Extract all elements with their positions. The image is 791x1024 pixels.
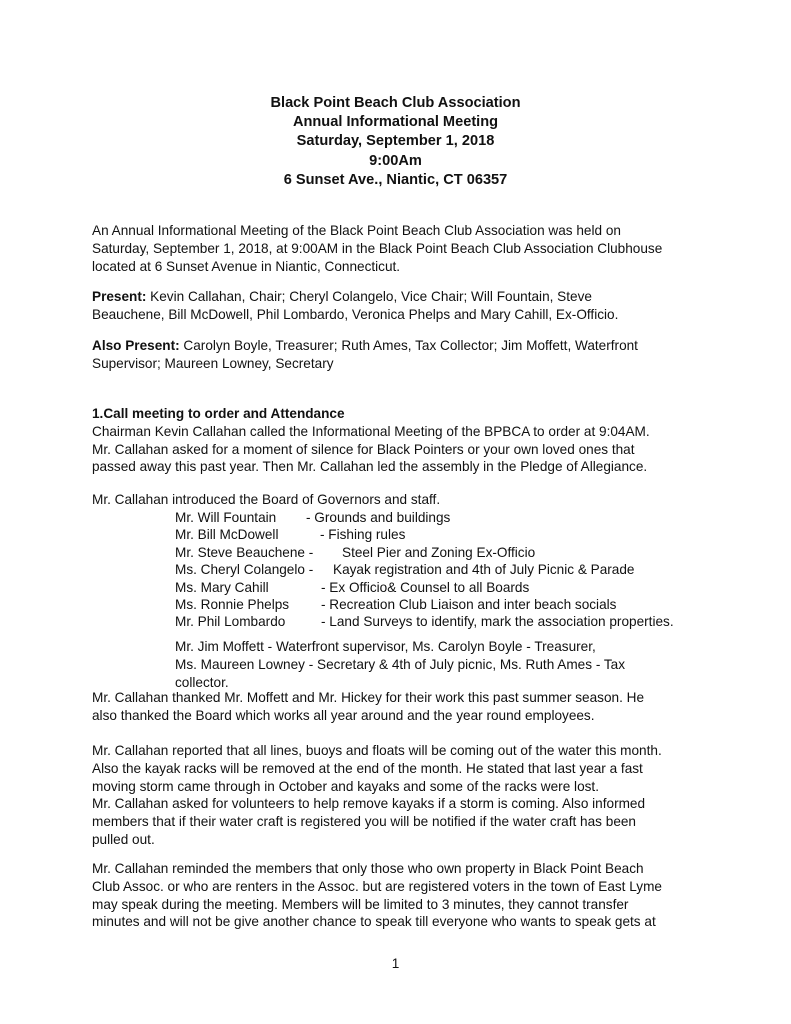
- page-number: 1: [391, 956, 400, 971]
- board-member-name: Mr. Steve Beauchene -: [175, 544, 314, 560]
- board-member-role: - Fishing rules: [320, 527, 406, 543]
- board-member: [175, 544, 735, 561]
- section-line: Mr. Callahan asked for a moment of silence for Black Pointers or your own loved ones that: [92, 441, 635, 457]
- board-member-role: - Grounds and buildings: [306, 510, 451, 525]
- report-line: Mr. Callahan reported that all lines, buoys and floats will be coming out of the water this month.: [92, 743, 662, 758]
- intro-line: Saturday, September 1, 2018, at 9:00AM in the Black Point Beach Club Association Clubhouse: [92, 240, 663, 256]
- report-line: pulled out.: [92, 831, 155, 847]
- board-member-name: Ms. Cheryl Colangelo -: [175, 562, 314, 578]
- document-header: [0, 94, 791, 190]
- also-present-text: Carolyn Boyle, Treasurer; Ruth Ames, Tax Collector; Jim Moffett, Waterfront: [179, 338, 638, 353]
- board-member: [175, 613, 735, 630]
- reminder-line: Mr. Callahan reminded the members that only those who own property in Black Point Beach: [92, 861, 644, 876]
- present-label: Present:: [92, 289, 147, 304]
- staff-line: Mr. Jim Moffett - Waterfront supervisor, Ms. Carolyn Boyle - Treasurer,: [175, 639, 596, 654]
- board-member-name: Ms. Mary Cahill: [175, 579, 269, 595]
- also-present-label: Also Present:: [92, 338, 180, 353]
- board-intro: [92, 491, 712, 509]
- board-member-name: Mr. Phil Lombardo: [175, 614, 286, 630]
- board-member: [175, 596, 735, 613]
- board-member-role: Kayak registration and 4th of July Picnic & Parade: [333, 562, 635, 578]
- intro-paragraph: [92, 222, 712, 275]
- board-member: [175, 526, 735, 543]
- staff-line: collector.: [175, 674, 229, 690]
- report-paragraph: [92, 742, 712, 849]
- board-member-name: Mr. Bill McDowell: [175, 527, 279, 543]
- board-member: [175, 579, 735, 596]
- board-member-role: - Land Surveys to identify, mark the association properties.: [321, 614, 674, 630]
- section-1: [92, 405, 712, 476]
- header-org-name: Black Point Beach Club Association: [270, 95, 521, 111]
- also-present-text: Supervisor; Maureen Lowney, Secretary: [92, 355, 334, 371]
- header-meeting-type: Annual Informational Meeting: [292, 114, 499, 131]
- board-member: [175, 509, 735, 526]
- present-text: Kevin Callahan, Chair; Cheryl Colangelo, Vice Chair; Will Fountain, Steve: [146, 289, 592, 304]
- thanks-line: also thanked the Board which works all year around and the year round employees.: [92, 707, 595, 723]
- reminder-line: may speak during the meeting. Members will be limited to 3 minutes, they cannot transfer: [92, 896, 629, 912]
- section-line: passed away this past year. Then Mr. Callahan led the assembly in the Pledge of Allegiance.: [92, 459, 648, 475]
- header-address: 6 Sunset Ave., Niantic, CT 06357: [283, 171, 508, 188]
- header-date: Saturday, September 1, 2018: [296, 133, 495, 150]
- board-member: [175, 561, 735, 578]
- board-member-role: - Recreation Club Liaison and inter beach socials: [321, 596, 617, 612]
- staff-line: Ms. Maureen Lowney - Secretary & 4th of July picnic, Ms. Ruth Ames - Tax: [175, 656, 626, 672]
- present-paragraph: [92, 288, 712, 324]
- reminder-line: Club Assoc. or who are renters in the Assoc. but are registered voters in the town of East Lyme: [92, 878, 662, 894]
- reminder-paragraph: [92, 860, 712, 931]
- report-line: members that if their water craft is registered you will be notified if the water craft has been: [92, 814, 636, 830]
- also-present-paragraph: [92, 337, 712, 373]
- header-time: 9:00Am: [369, 152, 422, 169]
- board-member-name: Mr. Will Fountain: [175, 510, 277, 525]
- board-member-role: Steel Pier and Zoning Ex-Officio: [342, 544, 536, 560]
- board-member-name: Ms. Ronnie Phelps: [175, 596, 290, 612]
- staff-list: [175, 638, 715, 691]
- thanks-line: Mr. Callahan thanked Mr. Moffett and Mr. Hickey for their work this past summer season. He: [92, 690, 645, 705]
- board-roster: [175, 509, 735, 631]
- report-line: Mr. Callahan asked for volunteers to help remove kayaks if a storm is coming. Also informed: [92, 796, 646, 812]
- thanks-paragraph: [92, 689, 712, 725]
- section-line: Chairman Kevin Callahan called the Informational Meeting of the BPBCA to order at 9:04AM.: [92, 423, 650, 439]
- board-intro-text: Mr. Callahan introduced the Board of Governors and staff.: [92, 492, 441, 507]
- reminder-line: minutes and will not be give another chance to speak till everyone who wants to speak gets at: [92, 914, 656, 930]
- report-line: Also the kayak racks will be removed at the end of the month. He stated that last year a fast: [92, 760, 643, 776]
- present-text: Beauchene, Bill McDowell, Phil Lombardo, Veronica Phelps and Mary Cahill, Ex-Officio.: [92, 306, 619, 322]
- intro-line: An Annual Informational Meeting of the Black Point Beach Club Association was held on: [92, 223, 621, 238]
- intro-line: located at 6 Sunset Avenue in Niantic, Connecticut.: [92, 258, 401, 274]
- board-member-role: - Ex Officio& Counsel to all Boards: [321, 579, 530, 595]
- section-heading: 1.Call meeting to order and Attendance: [92, 406, 345, 421]
- report-line: moving storm came through in October and kayaks and some of the racks were lost.: [92, 778, 599, 794]
